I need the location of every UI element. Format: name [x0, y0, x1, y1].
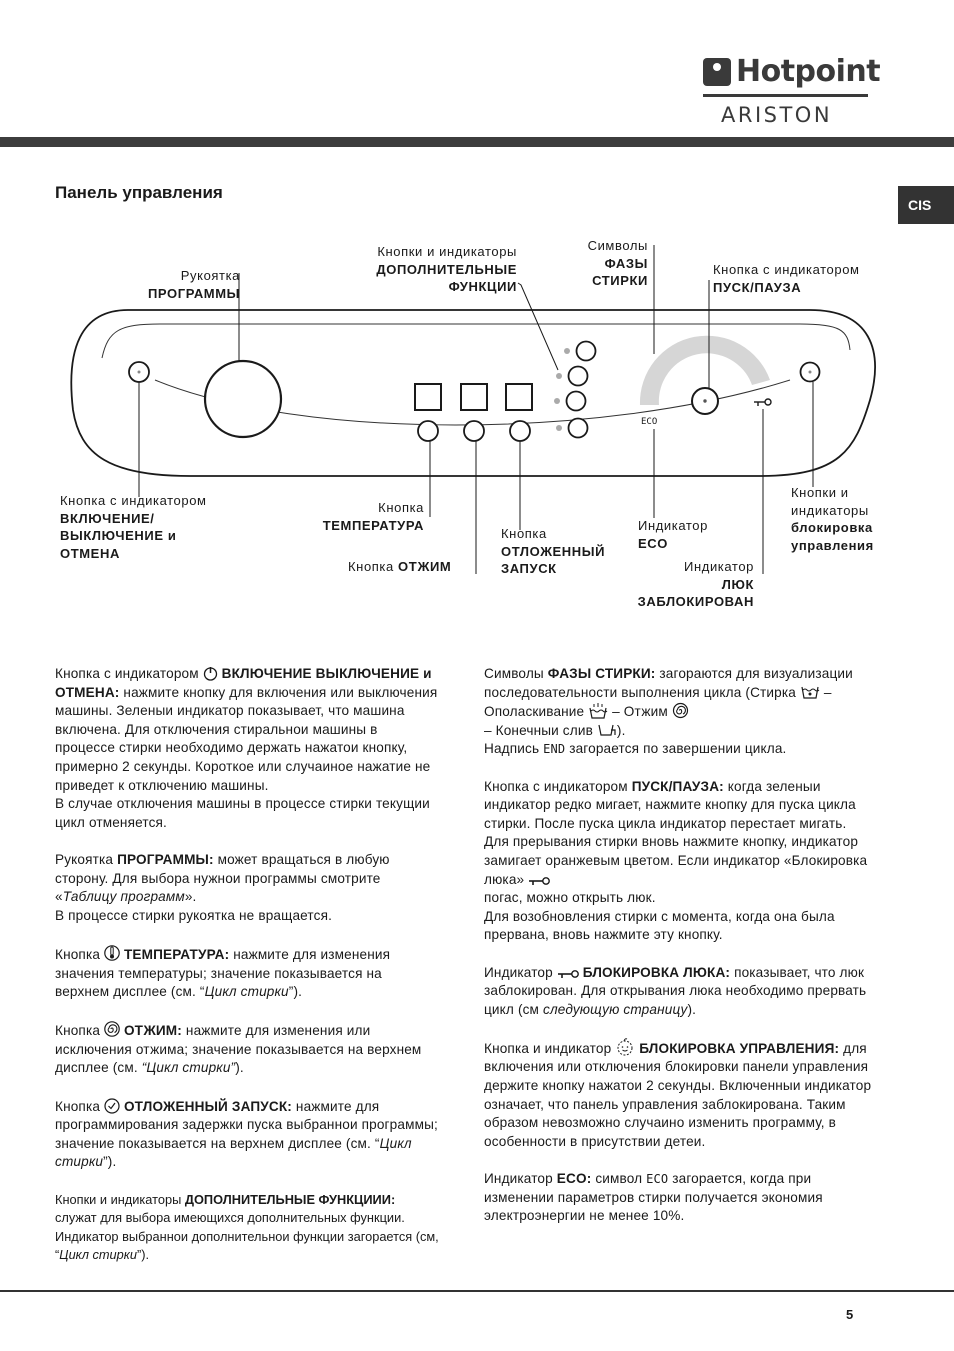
program-knob	[205, 361, 281, 437]
temp-button	[418, 421, 438, 441]
para-program: Рукоятка ПРОГРАММЫ: может вращаться в любую сторону. Для выбора нужнои программы смотрите «Таблицу программ». В процессе стирки рукоятка не вращается.	[55, 851, 390, 923]
para-phases: Символы ФАЗЫ СТИРКИ: загораются для визуализации последовательности выполнения цикла (Стирка – Ополаскивание – Отжим – Конечныи слив ). Надпись END загорается по завершении цикла.	[484, 666, 853, 757]
callout-program-knob: Рукоятка ПРОГРАММЫ	[147, 268, 240, 301]
delay-clock-icon	[104, 1097, 120, 1114]
callout-start-pause: Кнопка с индикатором ПУСК/ПАУЗА	[713, 262, 860, 295]
callout-onoff: Кнопка с индикатором ВКЛЮЧЕНИЕ/ ВЫКЛЮЧЕНИЕ и ОТМЕНА	[60, 493, 207, 561]
delay-button	[510, 421, 530, 441]
para-child-lock: Кнопка и индикатор БЛОКИРОВКА УПРАВЛЕНИЯ: для включения или отключения блокировки панели управления держите кнопку нажатои 2 секунды. Включенныи индикатор означает, что панель управления заблокирована. Таким образом невозможно случаино изменить программу, в особенности в присутствии детеи.	[484, 1038, 872, 1152]
right-column	[484, 665, 872, 1244]
option-button	[577, 342, 596, 361]
temp-display	[415, 384, 441, 410]
spin-phase-icon	[672, 702, 689, 719]
callout-temperature: Кнопка ТЕМПЕРАТУРА	[322, 500, 424, 533]
door-lock-indicator-icon	[754, 399, 771, 406]
thermometer-icon	[104, 944, 120, 962]
callout-eco: Индикатор ECO	[638, 518, 708, 551]
eco-indicator-label: ECO	[641, 417, 658, 427]
end-symbol: END	[543, 742, 566, 757]
spin-icon	[104, 1020, 120, 1038]
child-face-icon	[615, 1038, 635, 1056]
para-eco: Индикатор ECO: символ ECO загорается, когда при изменении параметров стирки получается экономия электроэнергии не менее 10%.	[484, 1171, 823, 1224]
callout-spin: Кнопка ОТЖИМ	[348, 559, 452, 574]
para-temperature: Кнопка ТЕМПЕРАТУРА: нажмите для изменения значения температуры; значение показывается на верхнем дисплее (см. “Цикл стирки”).	[55, 944, 440, 1002]
para-delay: Кнопка ОТЛОЖЕННЫЙ ЗАПУСК: нажмите для программирования задержки пуска выбраннои программы; значение показывается на верхнем дисплее (см. “Цикл стирки”).	[55, 1098, 438, 1170]
callout-delay-start: Кнопка ОТЛОЖЕННЫЙ ЗАПУСК	[501, 526, 606, 576]
language-tab: CIS	[898, 186, 954, 224]
callout-wash-phases: Символы ФАЗЫ СТИРКИ	[587, 238, 648, 288]
page-number: 5	[846, 1307, 854, 1322]
spin-display	[461, 384, 487, 410]
wash-icon	[800, 684, 820, 700]
power-icon	[203, 666, 218, 681]
callout-door-locked: Индикатор ЛЮК ЗАБЛОКИРОВАН	[637, 559, 754, 609]
para-spin: Кнопка ОТЖИМ: нажмите для изменения или исключения отжима; значение показывается на верхнем дисплее (см. “Цикл стирки”).	[55, 1020, 440, 1078]
rinse-icon	[588, 703, 608, 719]
footer-rule	[0, 1290, 954, 1292]
option-button	[569, 419, 588, 438]
key-icon	[528, 875, 550, 887]
para-extra: Кнопки и индикаторы ДОПОЛНИТЕЛЬНЫЕ ФУНКЦИИИ: служат для выбора имеющихся дополнительных функции. Индикатор выбраннои дополнительнои функции загорается (см, “Цикл стирки”).	[55, 1191, 439, 1263]
section-title: Панель управления	[55, 183, 223, 202]
delay-display	[506, 384, 532, 410]
para-onoff: Кнопка с индикатором ВКЛЮЧЕНИЕ ВЫКЛЮЧЕНИЕ и ОТМЕНА: нажмите кнопку для включения или выключения машины. Зеленыи индикатор показывает, что машина включена. Для отключения стиральнои машины в процессе стирки необходимо держать нажатои кнопку, примерно 2 секунды. Короткое или случаиное нажатие не приведет к отключению машины. В случае отключения машины в процессе стирки текущии цикл отменяется.	[55, 666, 438, 830]
callout-extra-functions: Кнопки и индикаторы ДОПОЛНИТЕЛЬНЫЕ ФУНКЦИИ	[376, 244, 517, 294]
left-column	[55, 665, 440, 1284]
callout-child-lock: Кнопки и индикаторы блокировка управления	[791, 485, 874, 553]
key-icon	[557, 968, 579, 980]
option-button	[567, 392, 586, 411]
brand-sub: ARISTON	[721, 103, 833, 127]
spin-button	[464, 421, 484, 441]
eco-symbol: ECO	[646, 1172, 669, 1187]
para-start-pause: Кнопка с индикатором ПУСК/ПАУЗА: когда зеленыи индикатор редко мигает, нажмите кнопку для пуска цикла стирки. После пуска цикла индикатор перестает мигать. Для прерывания стирки вновь нажмите кнопку, индикатор замигает оранжевым цветом. Если индикатор «Блокировка люка» погас, можно открыть люк. Для возобновления стирки с момента, когда она была прервана, вновь нажмите эту кнопку.	[484, 778, 868, 943]
drain-icon	[597, 723, 617, 738]
option-button	[569, 367, 588, 386]
para-door-lock: Индикатор БЛОКИРОВКА ЛЮКА: показывает, что люк заблокирован. Для открывания люка необходимо прервать цикл (см следующую страницу).	[484, 964, 867, 1017]
brand-name: Hotpoint	[736, 54, 881, 89]
